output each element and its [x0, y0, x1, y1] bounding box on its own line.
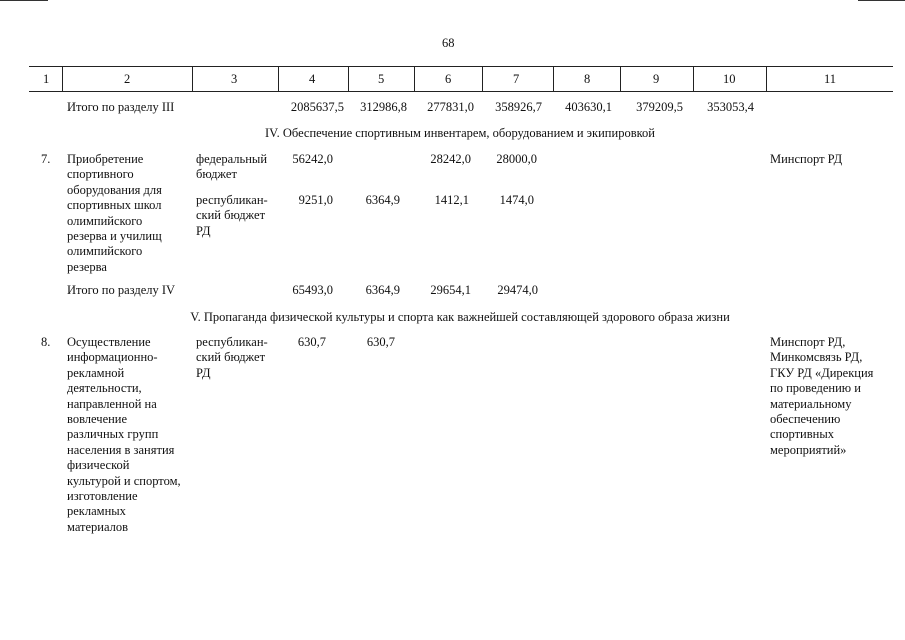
header-col-divider — [620, 66, 621, 92]
total-section-3-col7: 358926,7 — [495, 100, 542, 114]
header-col-1: 1 — [43, 72, 50, 86]
row-7-republic-col7: 1474,0 — [499, 193, 534, 207]
header-col-11: 11 — [824, 72, 837, 86]
header-col-3: 3 — [231, 72, 238, 86]
row-8-col4: 630,7 — [297, 335, 326, 349]
row-7-federal-col4: 56242,0 — [292, 152, 333, 166]
row-8-source: республикан- ский бюджет РД — [196, 335, 268, 380]
row-7-source-federal: федеральный бюджет — [196, 152, 268, 182]
total-section-3-label: Итого по разделу III — [67, 100, 175, 114]
header-col-divider — [482, 66, 483, 92]
row-7-federal-col6: 28242,0 — [430, 152, 471, 166]
total-section-3-col9: 379209,5 — [636, 100, 683, 114]
row-7-republic-col4: 9251,0 — [298, 193, 333, 207]
header-col-divider — [192, 66, 193, 92]
header-col-divider — [348, 66, 349, 92]
total-section-4-col5: 6364,9 — [365, 283, 400, 297]
total-section-4-col4: 65493,0 — [292, 283, 333, 297]
scan-edge-mark — [0, 0, 48, 1]
section-5-title: V. Пропаганда физической культуры и спорта как важнейшей составляющей здорового образа жизни — [190, 310, 730, 324]
header-col-8: 8 — [584, 72, 591, 86]
header-col-7: 7 — [513, 72, 520, 86]
scan-edge-mark — [858, 0, 905, 1]
header-col-9: 9 — [653, 72, 660, 86]
section-4-title: IV. Обеспечение спортивным инвентарем, оборудованием и экипировкой — [265, 126, 655, 140]
total-section-4-col6: 29654,1 — [430, 283, 471, 297]
header-top-rule — [29, 66, 893, 67]
row-7-number: 7. — [41, 152, 51, 166]
total-section-4-col7: 29474,0 — [497, 283, 538, 297]
row-7-source-republic: республикан- ский бюджет РД — [196, 193, 268, 238]
row-8-name: Осуществление информационно- рекламной деятельности, направленной на вовлечение различных групп населения в занятия физической культурой и спортом, изготовление рекламных материалов — [67, 335, 181, 534]
header-col-6: 6 — [445, 72, 452, 86]
header-col-5: 5 — [378, 72, 385, 86]
row-7-republic-col5: 6364,9 — [365, 193, 400, 207]
total-section-3-col6: 277831,0 — [427, 100, 474, 114]
total-section-3-col4: 2085637,5 — [290, 100, 344, 114]
header-bottom-rule — [29, 91, 893, 92]
row-7-republic-col6: 1412,1 — [434, 193, 469, 207]
total-section-3-col8: 403630,1 — [565, 100, 612, 114]
page-number: 68 — [442, 36, 455, 50]
header-col-divider — [62, 66, 63, 92]
header-col-divider — [278, 66, 279, 92]
header-col-divider — [693, 66, 694, 92]
row-8-executor: Минспорт РД, Минкомсвязь РД, ГКУ РД «Дирекция по проведению и материальному обеспечению спортивных мероприятий» — [770, 335, 874, 457]
header-col-2: 2 — [124, 72, 131, 86]
total-section-4-label: Итого по разделу IV — [67, 283, 176, 297]
header-col-10: 10 — [723, 72, 736, 86]
row-8-number: 8. — [41, 335, 51, 349]
header-col-divider — [766, 66, 767, 92]
row-8-col5: 630,7 — [366, 335, 395, 349]
header-col-divider — [553, 66, 554, 92]
row-7-federal-col7: 28000,0 — [496, 152, 537, 166]
header-col-divider — [414, 66, 415, 92]
row-7-name: Приобретение спортивного оборудования для спортивных школ олимпийского резерва и училищ олимпийского резерва — [67, 152, 162, 274]
header-col-4: 4 — [309, 72, 316, 86]
row-7-executor: Минспорт РД — [770, 152, 843, 166]
total-section-3-col5: 312986,8 — [360, 100, 407, 114]
total-section-3-col10: 353053,4 — [707, 100, 754, 114]
